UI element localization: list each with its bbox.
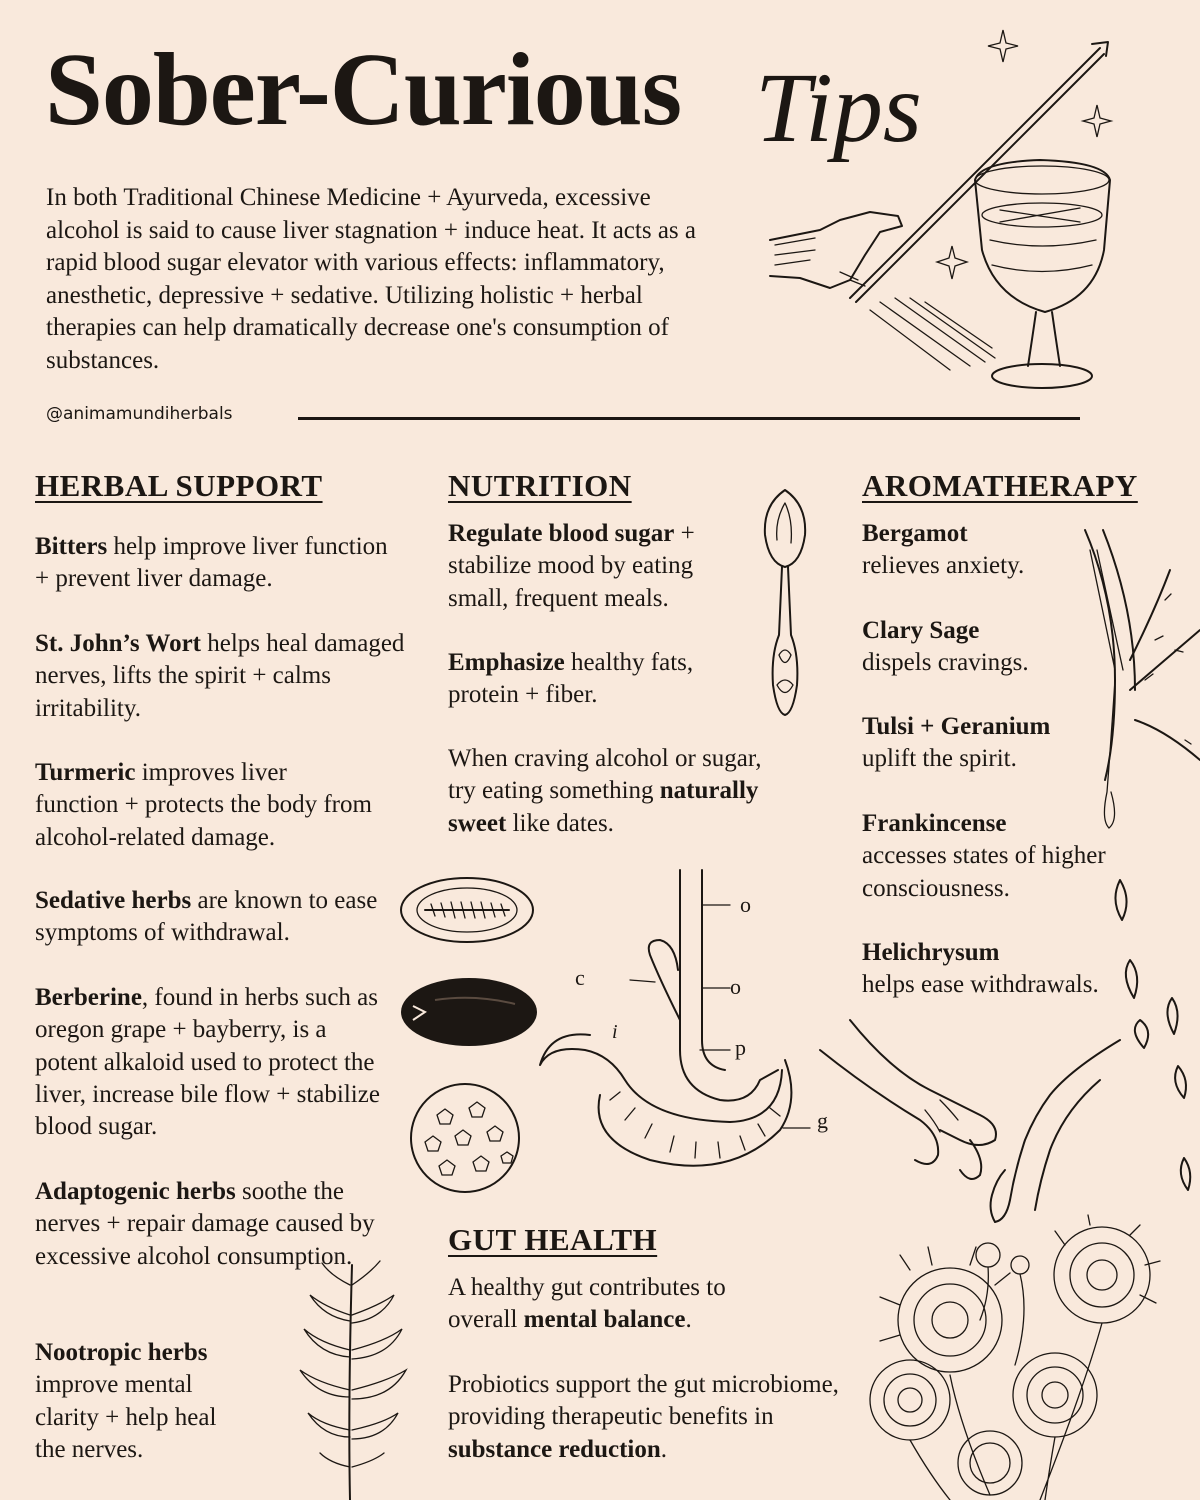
aroma-item-tulsi-geranium: Tulsi + Geranium uplift the spirit. [862,713,1051,773]
aroma-item-clary-sage: Clary Sage dispels cravings. [862,617,1029,677]
diagram-label-g: g [817,1108,828,1133]
page-title: Sober-Curious [45,32,682,147]
diagram-label-o-mid: o [730,974,741,999]
stomach-diagram [530,860,840,1190]
gut-item-probiotics: Probiotics support the gut microbiome, providing therapeutic benefits in substance reduction. [448,1371,839,1463]
glass-illustration [770,40,1120,400]
dates-illustration [395,870,545,1200]
diagram-label-o-top: o [740,892,751,917]
aroma-item-frankincense: Frankincense accesses states of higher consciousness. [862,810,1106,902]
nutrition-item-healthy-fats: Emphasize healthy fats, protein + fiber. [448,649,694,709]
gut-item-mental-balance: A healthy gut contributes to overall mental balance. [448,1274,726,1334]
branch-drip-illustration [1075,520,1200,840]
herbal-item-sedative-herbs: Sedative herbs are known to ease symptoms of withdrawal. [35,887,378,947]
herbal-item-adaptogenic-herbs: Adaptogenic herbs soothe the nerves + repair damage caused by excessive alcohol consumption. [35,1178,375,1270]
herbal-item-turmeric: Turmeric improves liver function + protects the body from alcohol-related damage. [35,759,372,851]
divider-rule [298,417,1080,420]
hands-illustration [820,1010,1120,1240]
instagram-handle[interactable]: @animamundiherbals [46,404,233,424]
diagram-label-p: p [735,1035,746,1060]
herbal-item-nootropic-herbs: Nootropic herbs improve mental clarity + help heal the nerves. [35,1339,217,1463]
intro-paragraph: In both Traditional Chinese Medicine + Ayurveda, excessive alcohol is said to cause liver stagnation + induce heat. It acts as a rapid blood sugar elevator with various effects: inflammatory, anesthetic, depressive + sedative. Utilizing holistic + herbal therapies can help dramatically decrease one's consumption of substances. [46,184,696,374]
diagram-label-i: i [612,1021,618,1043]
nutrition-item-naturally-sweet: When craving alcohol or sugar, try eating something naturally sweet like dates. [448,745,762,837]
nutrition-heading: NUTRITION [448,468,632,503]
gut-health-heading: GUT HEALTH [448,1222,658,1257]
sage-plant-illustration [290,1255,420,1500]
diagram-label-c: c [575,965,585,990]
nutrition-item-blood-sugar: Regulate blood sugar + stabilize mood by eating small, frequent meals. [448,520,695,612]
herbal-item-bitters: Bitters help improve liver function + prevent liver damage. [35,533,388,593]
page-title-italic: Tips [755,52,922,163]
aroma-item-helichrysum: Helichrysum helps ease withdrawals. [862,939,1099,999]
spoon-illustration [755,485,815,720]
herbal-item-st-johns-wort: St. John’s Wort helps heal damaged nerves, lifts the spirit + calms irritability. [35,630,405,722]
herbal-item-berberine: Berberine, found in herbs such as oregon grape + bayberry, is a potent alkaloid used to protect the liver, increase bile flow + stabilize blood sugar. [35,984,380,1141]
aroma-item-bergamot: Bergamot relieves anxiety. [862,520,1025,580]
aromatherapy-heading: AROMATHERAPY [862,468,1138,503]
herbal-support-heading: HERBAL SUPPORT [35,468,323,503]
helichrysum-flowers-illustration [840,1225,1200,1500]
